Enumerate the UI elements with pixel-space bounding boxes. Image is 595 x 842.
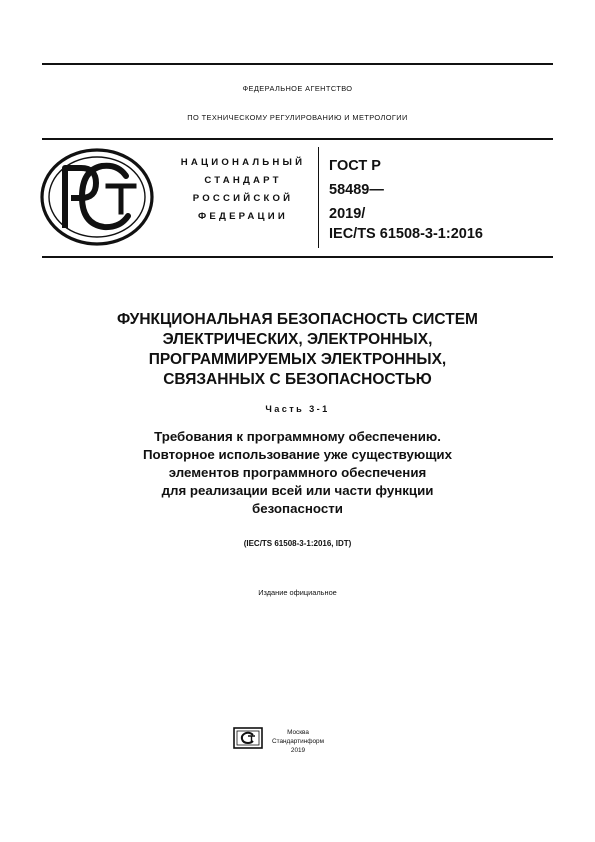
standard-type-line: НАЦИОНАЛЬНЫЙ — [180, 157, 306, 168]
designation-line-3: 2019/ — [329, 206, 366, 222]
publisher-city: Москва — [287, 729, 309, 736]
identity-note: (IEC/TS 61508-3-1:2016, IDT) — [243, 539, 352, 548]
designation-line-4: IEC/TS 61508-3-1:2016 — [329, 226, 483, 242]
designation-line-2: 58489— — [329, 182, 384, 198]
header-bottom-rule — [42, 256, 553, 258]
header-divider — [318, 147, 319, 248]
agency-line-1: ФЕДЕРАЛЬНОЕ АГЕНТСТВО — [242, 84, 353, 93]
standard-type-line: ФЕДЕРАЦИИ — [198, 211, 288, 222]
document-title-line: ЭЛЕКТРИЧЕСКИХ, ЭЛЕКТРОННЫХ, — [162, 331, 433, 348]
subtitle-line: элементов программного обеспечения — [168, 465, 427, 480]
agency-rule — [42, 138, 553, 140]
document-title-line: ПРОГРАММИРУЕМЫХ ЭЛЕКТРОННЫХ, — [148, 351, 447, 368]
edition-note: Издание официальное — [258, 588, 337, 597]
standard-type-line: РОССИЙСКОЙ — [192, 193, 294, 204]
subtitle-line: для реализации всей или части функции — [161, 483, 434, 498]
standartinform-logo-icon — [233, 727, 263, 749]
subtitle-line: безопасности — [252, 501, 343, 516]
standard-type-line: СТАНДАРТ — [204, 175, 282, 186]
document-title-line: ФУНКЦИОНАЛЬНАЯ БЕЗОПАСНОСТЬ СИСТЕМ — [117, 311, 478, 328]
designation-line-1: ГОСТ Р — [329, 158, 381, 174]
rst-logo-icon — [38, 146, 156, 248]
agency-line-2: ПО ТЕХНИЧЕСКОМУ РЕГУЛИРОВАНИЮ И МЕТРОЛОГИИ — [187, 113, 408, 122]
subtitle-line: Повторное использование уже существующих — [142, 447, 453, 462]
publisher-name: Стандартинформ — [271, 738, 325, 745]
top-rule — [42, 63, 553, 65]
subtitle-line: Требования к программному обеспечению. — [154, 429, 441, 444]
document-title-line: СВЯЗАННЫХ С БЕЗОПАСНОСТЬЮ — [163, 371, 432, 388]
part-number: Часть 3-1 — [265, 404, 330, 414]
publisher-year: 2019 — [290, 747, 306, 754]
